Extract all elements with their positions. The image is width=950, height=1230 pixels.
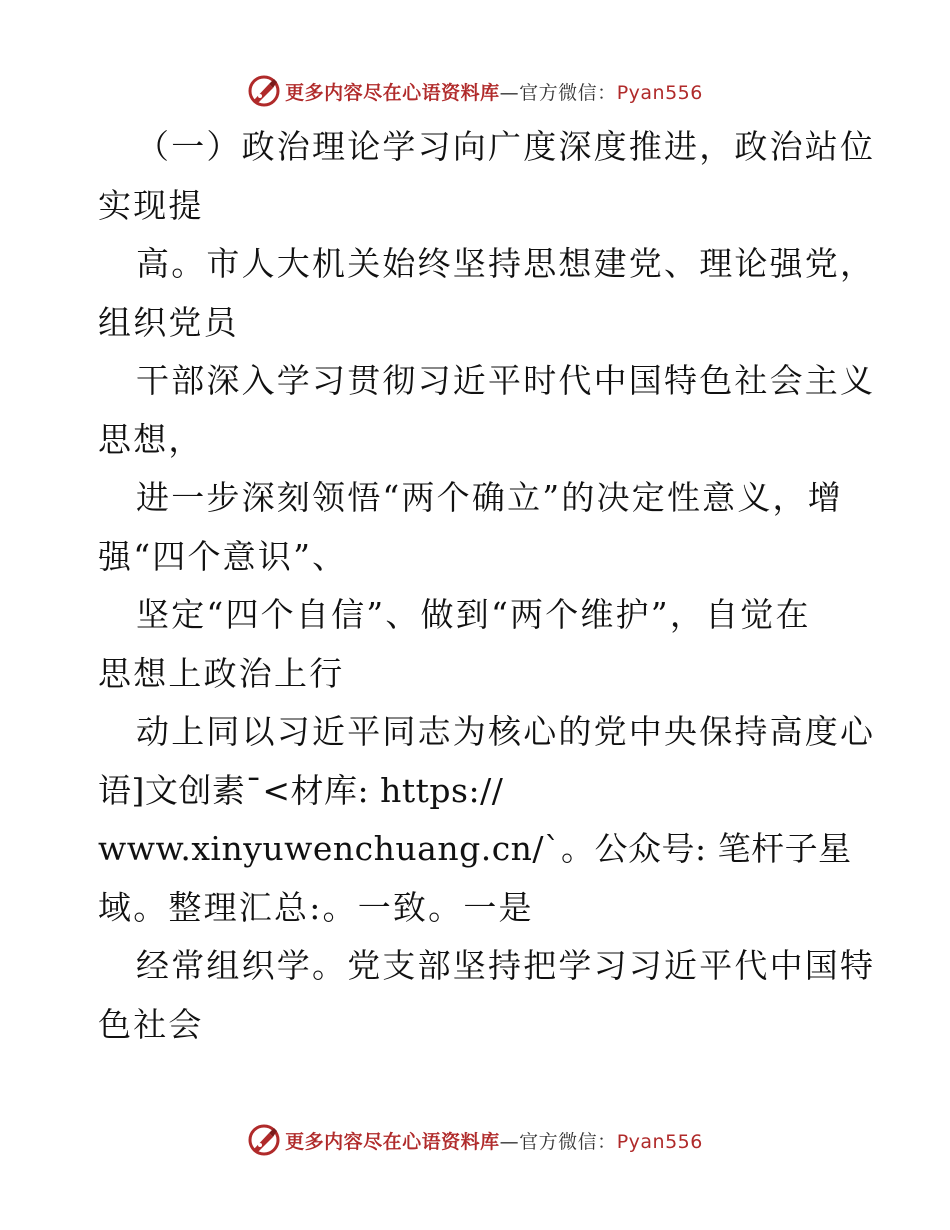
pen-nib-logo-icon (247, 1123, 281, 1157)
text-line: 强“四个意识”、 (98, 536, 348, 576)
text-line: 经常组织学。党支部坚持把学习习近平代中国特 (136, 946, 876, 985)
text-line: 思想上政治上行 (98, 653, 345, 693)
watermark-text (285, 1127, 703, 1154)
watermark-brand: 更多内容尽在心语资料库 (285, 81, 500, 104)
watermark-wechat-label: 官方微信： (519, 1130, 617, 1153)
header-watermark (0, 71, 950, 111)
text-line: 进一步深刻领悟“两个确立”的决定性意义，增 (136, 478, 843, 517)
text-line: 思想， (98, 419, 204, 459)
text-line: 域。整理汇总:。一致。一是 (98, 887, 534, 927)
text-line: 坚定“四个自信”、做到“两个维护”，自觉在 (136, 595, 811, 634)
document-body (98, 118, 876, 1054)
text-line: 语]文创素¯<材库: https:// (98, 770, 504, 810)
text-line: 组织党员 (98, 302, 239, 342)
pen-nib-logo-icon (247, 74, 281, 108)
text-line: 色社会 (98, 1004, 204, 1044)
text-line: 干部深入学习贯彻习近平时代中国特色社会主义 (136, 361, 876, 400)
watermark-brand: 更多内容尽在心语资料库 (285, 1130, 500, 1153)
watermark-separator: — (499, 81, 520, 104)
text-line: （一）政治理论学习向广度深度推进，政治站位 (136, 127, 876, 166)
watermark-handle: Pyan556 (616, 81, 703, 104)
watermark-handle: Pyan556 (616, 1130, 703, 1153)
footer-watermark (0, 1120, 950, 1160)
text-line: 实现提 (98, 185, 204, 225)
watermark-wechat-label: 官方微信： (519, 81, 617, 104)
watermark-text (285, 78, 703, 105)
watermark-separator: — (499, 1130, 520, 1153)
text-line: 高。市人大机关始终坚持思想建党、理论强党， (136, 244, 876, 283)
text-line: www.xinyuwenchuang.cn/`。公众号: 笔杆子星 (98, 829, 852, 868)
text-line: 动上同以习近平同志为核心的党中央保持高度心 (136, 712, 876, 751)
